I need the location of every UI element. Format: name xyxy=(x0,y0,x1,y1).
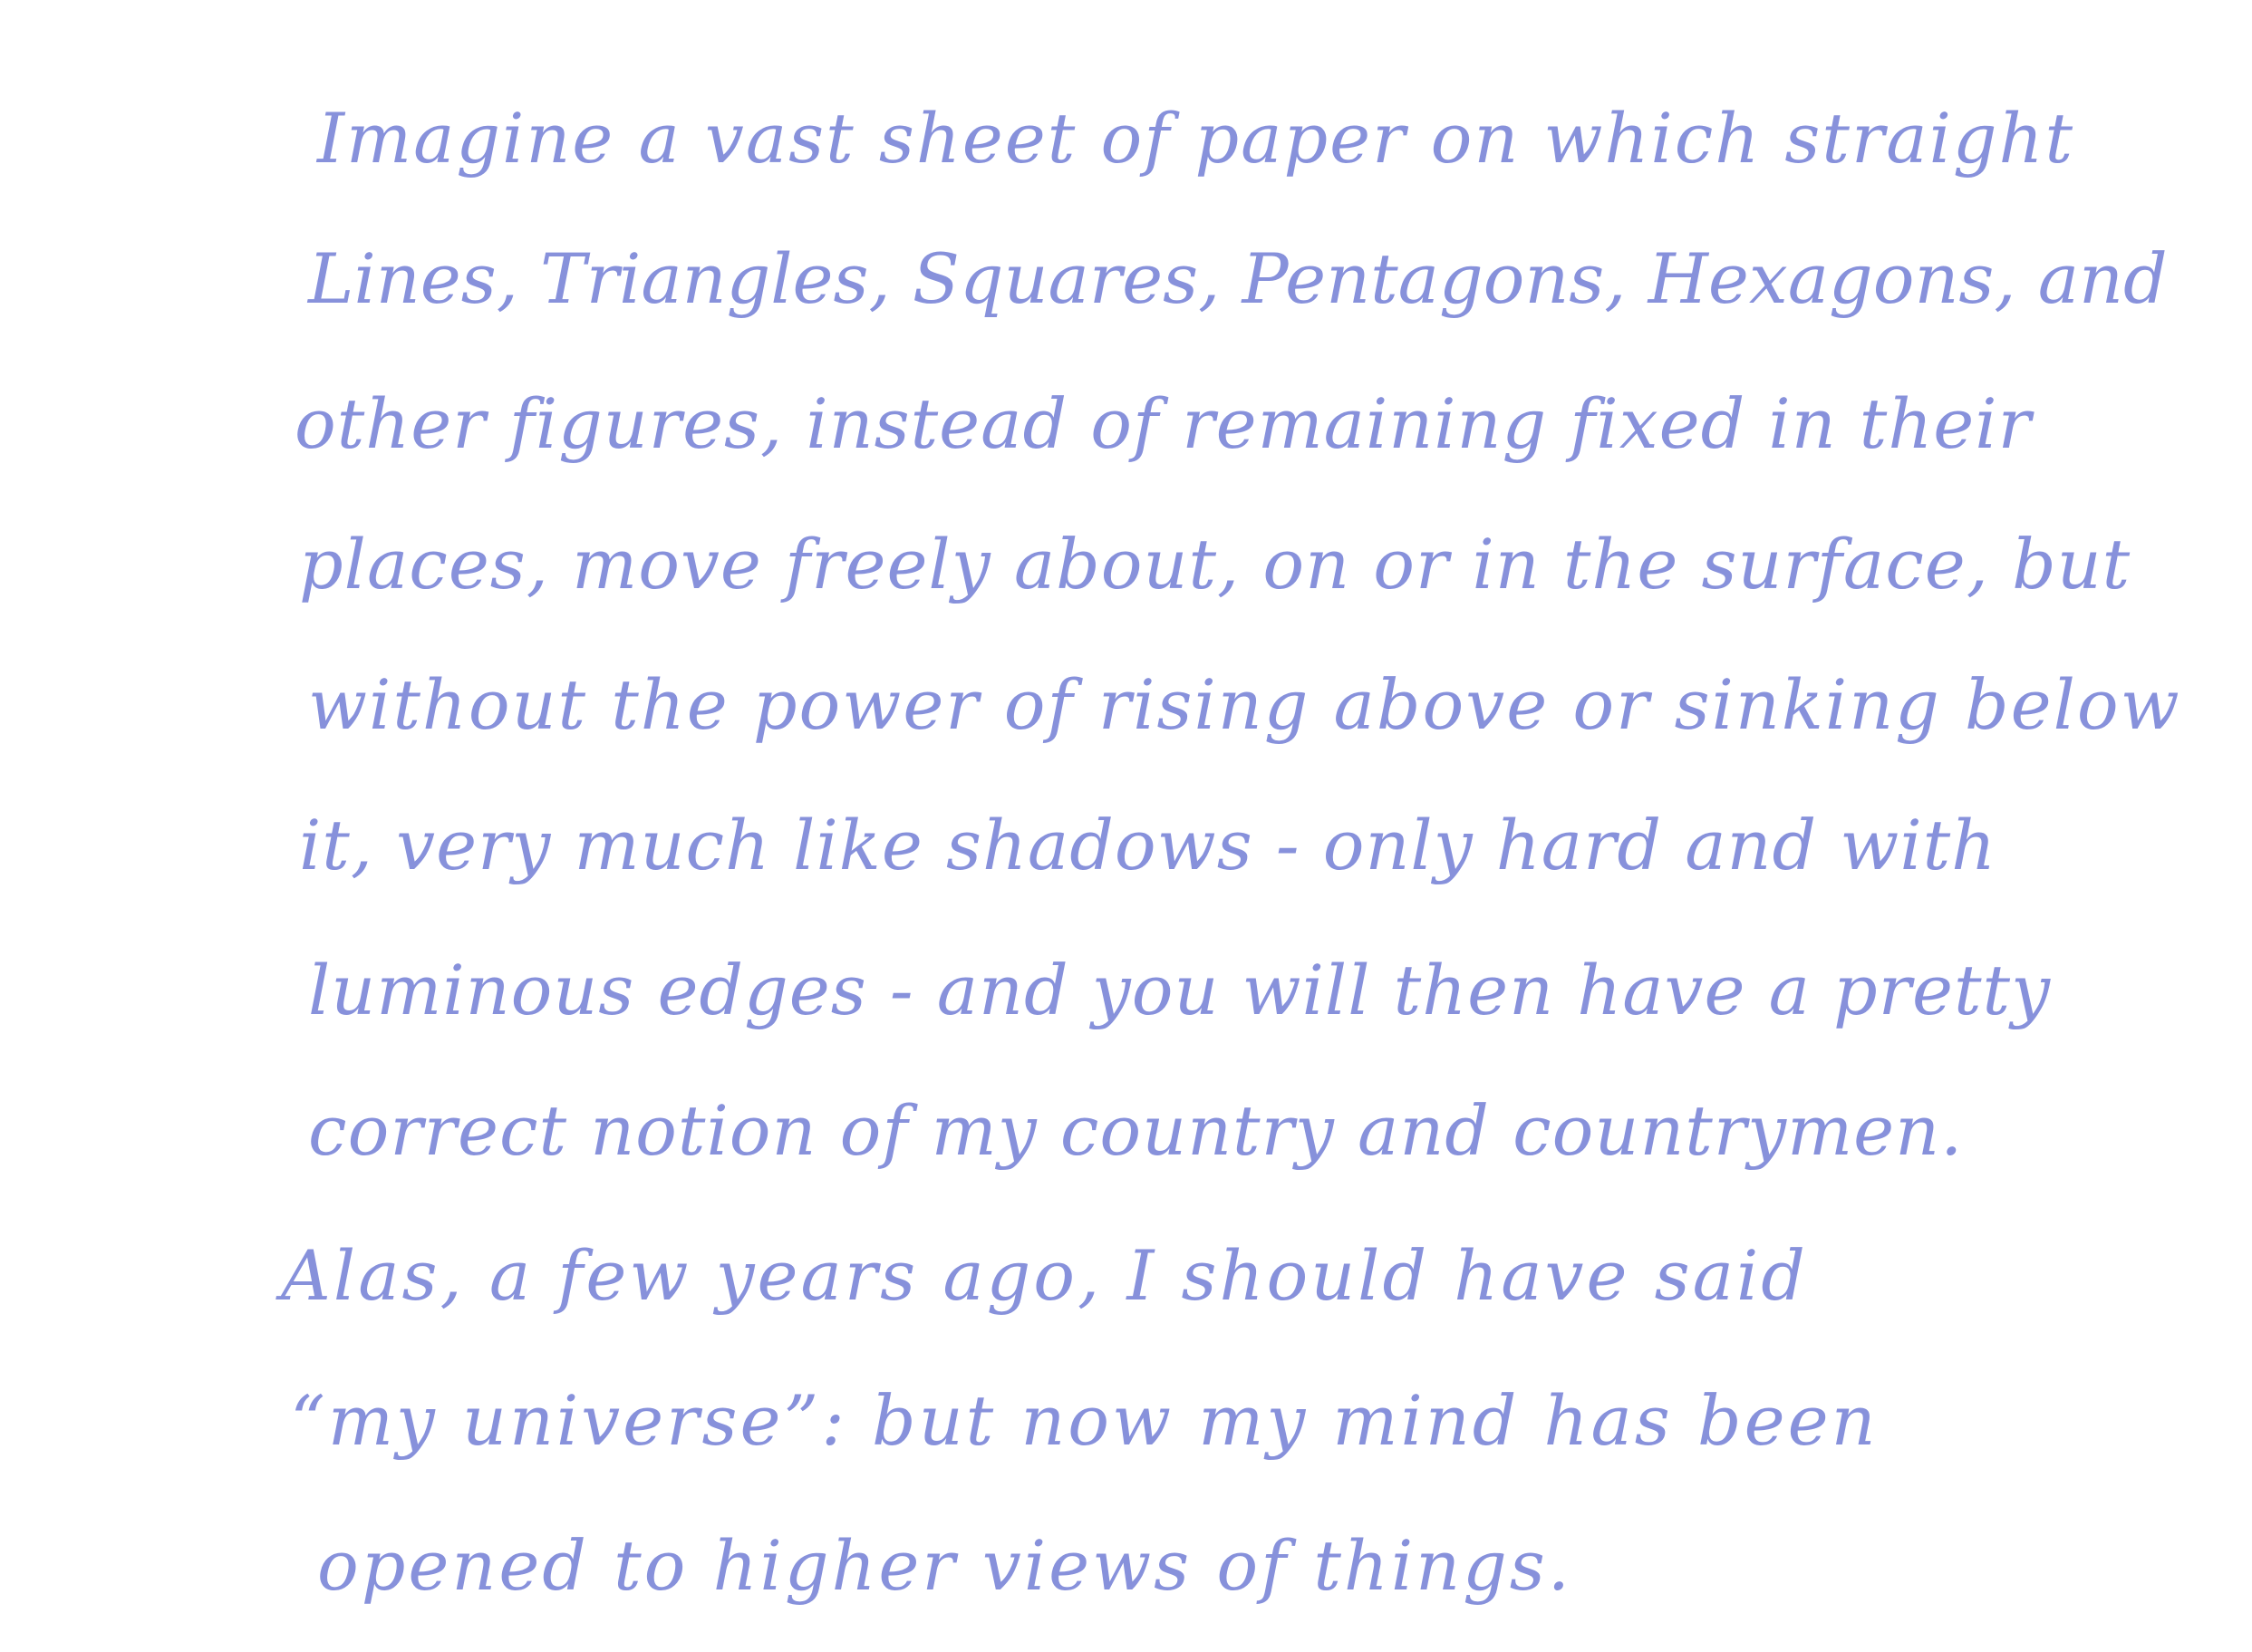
text-line: places, move freely about, on or in the surface, but xyxy=(299,524,2131,604)
text-line: other figures, instead of remaining fixed in their xyxy=(295,383,2032,464)
text-line: correct notion of my country and countrymen. xyxy=(308,1090,1964,1171)
text-line: luminous edges - and you will then have a pretty xyxy=(308,950,2052,1030)
text-line: Imagine a vast sheet of paper on which straight xyxy=(317,98,2075,179)
text-line: it, very much like shadows - only hard and with xyxy=(299,805,1997,885)
text-line: Alas, a few years ago, I should have said xyxy=(281,1235,1808,1316)
text-line: Lines, Triangles, Squares, Pentagons, Hexagons, and xyxy=(308,238,2168,319)
text-line: opened to higher views of things. xyxy=(317,1525,1572,1606)
text-line: without the power of rising above or sinking below xyxy=(308,664,2181,745)
text-line: “my universe”: but now my mind has been xyxy=(290,1380,1879,1461)
